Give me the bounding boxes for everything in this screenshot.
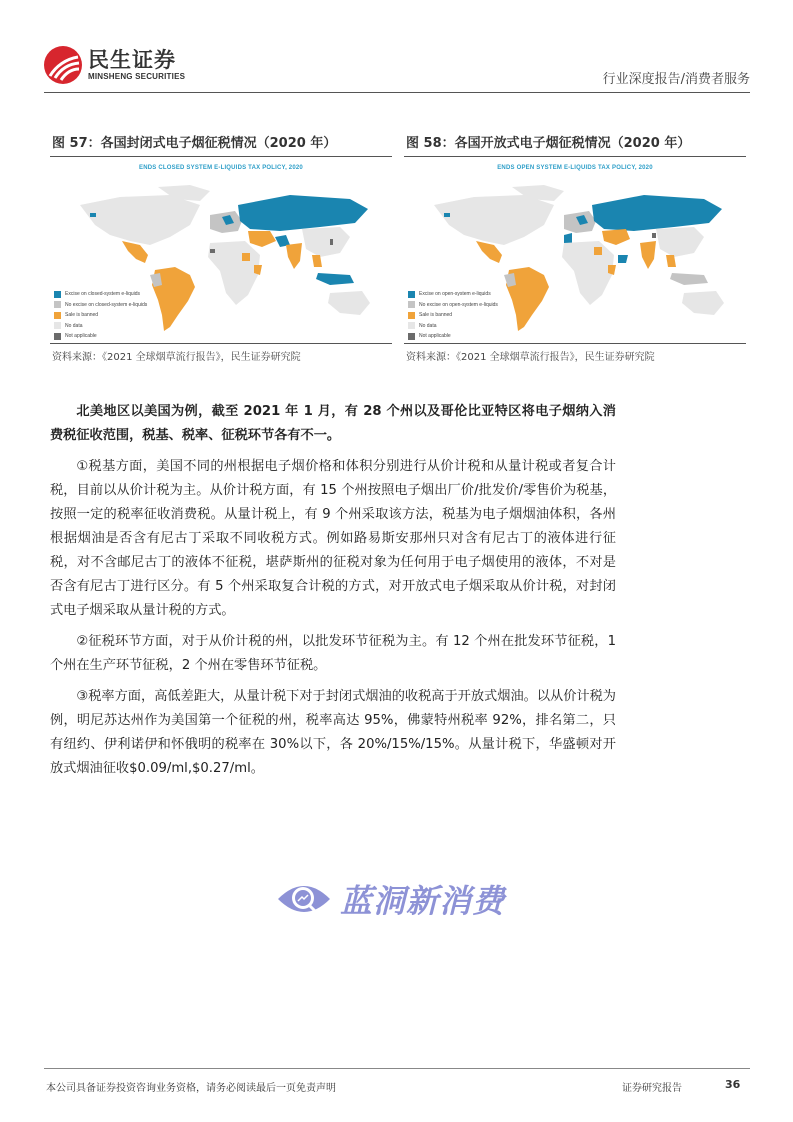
- legend-item: No excise on open-system e-liquids: [408, 300, 498, 311]
- legend-swatch-excise: [54, 291, 61, 298]
- legend-swatch-banned: [54, 312, 61, 319]
- page-number: 36: [725, 1078, 741, 1091]
- legend-item: No data: [54, 321, 147, 332]
- legend-swatch-no-excise: [54, 301, 61, 308]
- world-map-closed-system: [50, 163, 392, 343]
- legend-swatch-no-excise: [408, 301, 415, 308]
- legend-swatch-not-applicable: [54, 333, 61, 340]
- figure-source-divider: [404, 343, 746, 344]
- figure-source: 资料来源：《2021 全球烟草流行报告》，民生证券研究院: [406, 352, 655, 363]
- paragraph-summary: 北美地区以美国为例，截至 2021 年 1 月，有 28 个州以及哥伦比亚特区将电子烟纳入消费税征收范围，税基、税率、征税环节各有不一。: [50, 404, 616, 443]
- footer-report-type: 证券研究报告: [622, 1083, 682, 1094]
- report-section-label: 行业深度报告/消费者服务: [602, 72, 750, 87]
- figure-title-divider: [50, 156, 392, 157]
- figure-title: 图 58：各国开放式电子烟征税情况（2020 年）: [406, 136, 691, 151]
- map-legend: [408, 289, 498, 342]
- figure-source-divider: [50, 343, 392, 344]
- legend-item: No data: [408, 321, 498, 332]
- legend-item: Not applicable: [54, 331, 147, 342]
- map-caption: ENDS OPEN SYSTEM E-LIQUIDS TAX POLICY, 2020: [497, 165, 653, 171]
- footer-divider: [44, 1068, 750, 1069]
- figure-source: 资料来源：《2021 全球烟草流行报告》，民生证券研究院: [52, 352, 301, 363]
- watermark-text: 蓝洞新消费: [340, 882, 506, 920]
- map-caption: ENDS CLOSED SYSTEM E-LIQUIDS TAX POLICY, 2020: [139, 165, 303, 171]
- eye-magnifier-icon: [276, 879, 332, 919]
- figure-58: [404, 134, 746, 363]
- figure-title-divider: [404, 156, 746, 157]
- logo-chinese-name: 民生证券: [88, 48, 176, 72]
- figure-title: 图 57：各国封闭式电子烟征税情况（2020 年）: [52, 136, 337, 151]
- body-text: [50, 400, 616, 788]
- paragraph-tax-rate: ③税率方面，高低差距大，从量计税下对于封闭式烟油的收税高于开放式烟油。以从价计税为例，明尼苏达州作为美国第一个征税的州，税率高达 95%，佛蒙特州税率 92%，排名第二，只有纽约、伊利诺伊和怀俄明的税率在 30%以下，各 20%/15%/15%。从量计税下，华盛顿对开放式烟油征收$0.09/ml,$0.27/ml。: [50, 689, 616, 776]
- minsheng-logo: [44, 46, 185, 84]
- legend-swatch-excise: [408, 291, 415, 298]
- page-header: [44, 44, 750, 94]
- logo-english-name: MINSHENG SECURITIES: [88, 72, 186, 81]
- legend-item: Not applicable: [408, 331, 498, 342]
- paragraph-tax-stage: ②征税环节方面，对于从价计税的州，以批发环节征税为主。有 12 个州在批发环节征税，1 个州在生产环节征税，2 个州在零售环节征税。: [50, 634, 616, 673]
- world-map-open-system: [404, 163, 746, 343]
- legend-item: Excise on closed-system e-liquids: [54, 289, 147, 300]
- paragraph-tax-base: ①税基方面，美国不同的州根据电子烟价格和体积分别进行从价计税和从量计税或者复合计税，目前以从价计税为主。从价计税方面，有 15 个州按照电子烟出厂价/批发价/零售价为税基，按照一定的税率征收消费税。从量计税上，有 9 个州采取该方法，税基为电子烟烟油体积，各州根据烟油是否含有尼古丁采取不同收税方式。例如路易斯安那州只对含有尼古丁的液体进行征税，对不含邮尼古丁的液体不征税，堪萨斯州的征税对象为任何用于电子烟使用的液体，不对是否含有尼古丁进行区分。有 5 个州采取复合计税的方式，对开放式电子烟采取从价计税，对封闭式电子烟采取从量计税的方式。: [50, 459, 616, 618]
- watermark: [276, 876, 505, 922]
- legend-swatch-banned: [408, 312, 415, 319]
- legend-item: Excise on open-system e-liquids: [408, 289, 498, 300]
- legend-swatch-no-data: [408, 322, 415, 329]
- legend-swatch-not-applicable: [408, 333, 415, 340]
- legend-item: Sale is banned: [408, 310, 498, 321]
- figure-57: [50, 134, 392, 363]
- minsheng-logo-icon: [44, 46, 82, 84]
- footer-disclaimer: 本公司具备证券投资咨询业务资格，请务必阅读最后一页免责声明: [46, 1083, 336, 1094]
- legend-item: No excise on closed-system e-liquids: [54, 300, 147, 311]
- legend-swatch-no-data: [54, 322, 61, 329]
- header-divider: [44, 92, 750, 93]
- map-legend: [54, 289, 147, 342]
- legend-item: Sale is banned: [54, 310, 147, 321]
